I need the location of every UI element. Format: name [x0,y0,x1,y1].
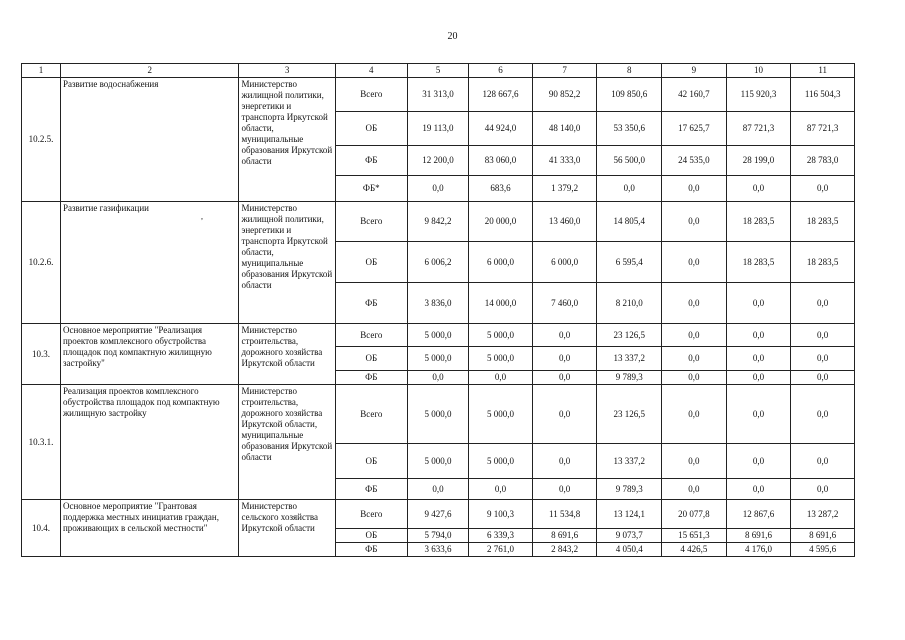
amount-cell: 5 000,0 [469,444,533,479]
amount-cell: 0,0 [532,444,597,479]
amount-cell: 0,0 [726,371,791,385]
amount-cell: 42 160,7 [662,78,727,112]
amount-cell: 20 077,8 [662,500,727,529]
amount-cell: 8 210,0 [597,283,662,324]
amount-cell: 0,0 [662,324,727,347]
amount-cell: 0,0 [791,479,855,500]
amount-cell: 5 000,0 [469,324,533,347]
amount-cell: 28 783,0 [791,146,855,176]
amount-cell: 128 667,6 [469,78,533,112]
amount-cell: 0,0 [791,283,855,324]
amount-cell: 87 721,3 [726,112,791,146]
row-code: 10.2.6. [22,202,61,324]
amount-cell: 0,0 [532,324,597,347]
amount-cell: 28 199,0 [726,146,791,176]
amount-cell: 4 176,0 [726,543,791,557]
funding-source: ФБ* [335,176,407,202]
amount-cell: 53 350,6 [597,112,662,146]
executor: Министерство строительства, дорожного хозяйства Иркутской области, муниципальные образования Иркутской области [239,385,335,500]
funding-source: ФБ [335,543,407,557]
amount-cell: 0,0 [662,242,727,283]
amount-cell: 9 427,6 [407,500,469,529]
amount-cell: 4 050,4 [597,543,662,557]
table-row [22,385,855,444]
amount-cell: 6 006,2 [407,242,469,283]
amount-cell: 13 287,2 [791,500,855,529]
column-header: 7 [532,64,597,78]
amount-cell: 5 000,0 [407,324,469,347]
amount-cell: 7 460,0 [532,283,597,324]
funding-source: Всего [335,500,407,529]
row-code: 10.3. [22,324,61,385]
amount-cell: 0,0 [726,324,791,347]
amount-cell: 0,0 [791,347,855,371]
table-row [22,78,855,112]
amount-cell: 20 000,0 [469,202,533,242]
amount-cell: 0,0 [532,371,597,385]
amount-cell: 87 721,3 [791,112,855,146]
amount-cell: 0,0 [532,385,597,444]
amount-cell: 0,0 [726,347,791,371]
activity-name: Основное мероприятие "Реализация проектов комплексного обустройства площадок под компактную жилищную застройку" [60,324,239,385]
column-header: 6 [469,64,533,78]
executor: Министерство жилищной политики, энергетики и транспорта Иркутской области, муниципальные образования Иркутской области [239,202,335,324]
column-header: 10 [726,64,791,78]
amount-cell: 4 426,5 [662,543,727,557]
amount-cell: 3 633,6 [407,543,469,557]
amount-cell: 12 200,0 [407,146,469,176]
amount-cell: 0,0 [791,385,855,444]
amount-cell: 8 691,6 [726,529,791,543]
amount-cell: 14 000,0 [469,283,533,324]
amount-cell: 31 313,0 [407,78,469,112]
amount-cell: 0,0 [662,371,727,385]
amount-cell: 0,0 [469,479,533,500]
amount-cell: 41 333,0 [532,146,597,176]
amount-cell: 83 060,0 [469,146,533,176]
funding-source: Всего [335,78,407,112]
amount-cell: 6 339,3 [469,529,533,543]
funding-source: ФБ [335,371,407,385]
column-header: 4 [335,64,407,78]
funding-source: Всего [335,385,407,444]
amount-cell: 0,0 [407,176,469,202]
amount-cell: 9 789,3 [597,371,662,385]
row-code: 10.4. [22,500,61,557]
amount-cell: 0,0 [726,479,791,500]
amount-cell: 24 535,0 [662,146,727,176]
stray-mark: , [201,212,203,221]
amount-cell: 2 761,0 [469,543,533,557]
amount-cell: 19 113,0 [407,112,469,146]
amount-cell: 13 124,1 [597,500,662,529]
amount-cell: 5 000,0 [407,385,469,444]
amount-cell: 0,0 [726,283,791,324]
budget-table [21,63,855,557]
column-header: 11 [791,64,855,78]
funding-source: Всего [335,324,407,347]
table-row [22,202,855,242]
amount-cell: 13 460,0 [532,202,597,242]
amount-cell: 56 500,0 [597,146,662,176]
amount-cell: 9 842,2 [407,202,469,242]
funding-source: Всего [335,202,407,242]
amount-cell: 12 867,6 [726,500,791,529]
activity-name: Основное мероприятие "Грантовая поддержка местных инициатив граждан, проживающих в сельской местности" [60,500,239,557]
amount-cell: 8 691,6 [532,529,597,543]
amount-cell: 109 850,6 [597,78,662,112]
amount-cell: 5 794,0 [407,529,469,543]
column-header: 5 [407,64,469,78]
funding-source: ОБ [335,529,407,543]
amount-cell: 48 140,0 [532,112,597,146]
amount-cell: 0,0 [791,176,855,202]
executor: Министерство строительства, дорожного хозяйства Иркутской области [239,324,335,385]
amount-cell: 5 000,0 [407,347,469,371]
funding-source: ОБ [335,347,407,371]
column-header: 9 [662,64,727,78]
column-header: 2 [60,64,239,78]
amount-cell: 2 843,2 [532,543,597,557]
amount-cell: 4 595,6 [791,543,855,557]
amount-cell: 17 625,7 [662,112,727,146]
amount-cell: 0,0 [662,385,727,444]
amount-cell: 0,0 [726,444,791,479]
amount-cell: 23 126,5 [597,385,662,444]
amount-cell: 0,0 [791,324,855,347]
funding-source: ФБ [335,479,407,500]
amount-cell: 0,0 [726,385,791,444]
table-row [22,500,855,529]
amount-cell: 0,0 [532,479,597,500]
header-row [22,64,855,78]
amount-cell: 0,0 [407,479,469,500]
amount-cell: 0,0 [469,371,533,385]
amount-cell: 0,0 [532,347,597,371]
funding-source: ФБ [335,283,407,324]
amount-cell: 90 852,2 [532,78,597,112]
amount-cell: 8 691,6 [791,529,855,543]
activity-name: Развитие газификации [60,202,239,324]
amount-cell: 6 000,0 [469,242,533,283]
amount-cell: 13 337,2 [597,444,662,479]
amount-cell: 0,0 [662,176,727,202]
amount-cell: 18 283,5 [726,242,791,283]
amount-cell: 15 651,3 [662,529,727,543]
amount-cell: 0,0 [662,479,727,500]
amount-cell: 44 924,0 [469,112,533,146]
amount-cell: 5 000,0 [469,347,533,371]
page-number: 20 [447,31,458,42]
amount-cell: 116 504,3 [791,78,855,112]
amount-cell: 9 100,3 [469,500,533,529]
amount-cell: 0,0 [726,176,791,202]
amount-cell: 6 000,0 [532,242,597,283]
amount-cell: 14 805,4 [597,202,662,242]
table-row [22,324,855,347]
amount-cell: 18 283,5 [726,202,791,242]
row-code: 10.3.1. [22,385,61,500]
amount-cell: 3 836,0 [407,283,469,324]
executor: Министерство жилищной политики, энергетики и транспорта Иркутской области, муниципальные образования Иркутской области [239,78,335,202]
funding-source: ОБ [335,242,407,283]
amount-cell: 6 595,4 [597,242,662,283]
amount-cell: 18 283,5 [791,242,855,283]
funding-source: ОБ [335,444,407,479]
executor: Министерство сельского хозяйства Иркутской области [239,500,335,557]
amount-cell: 11 534,8 [532,500,597,529]
amount-cell: 0,0 [662,202,727,242]
amount-cell: 0,0 [791,444,855,479]
amount-cell: 1 379,2 [532,176,597,202]
row-code: 10.2.5. [22,78,61,202]
amount-cell: 0,0 [407,371,469,385]
amount-cell: 0,0 [662,347,727,371]
column-header: 1 [22,64,61,78]
amount-cell: 18 283,5 [791,202,855,242]
amount-cell: 0,0 [791,371,855,385]
amount-cell: 9 073,7 [597,529,662,543]
amount-cell: 683,6 [469,176,533,202]
table-body [22,78,855,557]
amount-cell: 5 000,0 [407,444,469,479]
column-header: 8 [597,64,662,78]
amount-cell: 0,0 [597,176,662,202]
amount-cell: 13 337,2 [597,347,662,371]
amount-cell: 115 920,3 [726,78,791,112]
activity-name: Развитие водоснабжения [60,78,239,202]
amount-cell: 0,0 [662,283,727,324]
amount-cell: 5 000,0 [469,385,533,444]
activity-name: Реализация проектов комплексного обустройства площадок под компактную жилищную застройку [60,385,239,500]
column-header: 3 [239,64,335,78]
amount-cell: 9 789,3 [597,479,662,500]
funding-source: ФБ [335,146,407,176]
funding-source: ОБ [335,112,407,146]
amount-cell: 0,0 [662,444,727,479]
amount-cell: 23 126,5 [597,324,662,347]
